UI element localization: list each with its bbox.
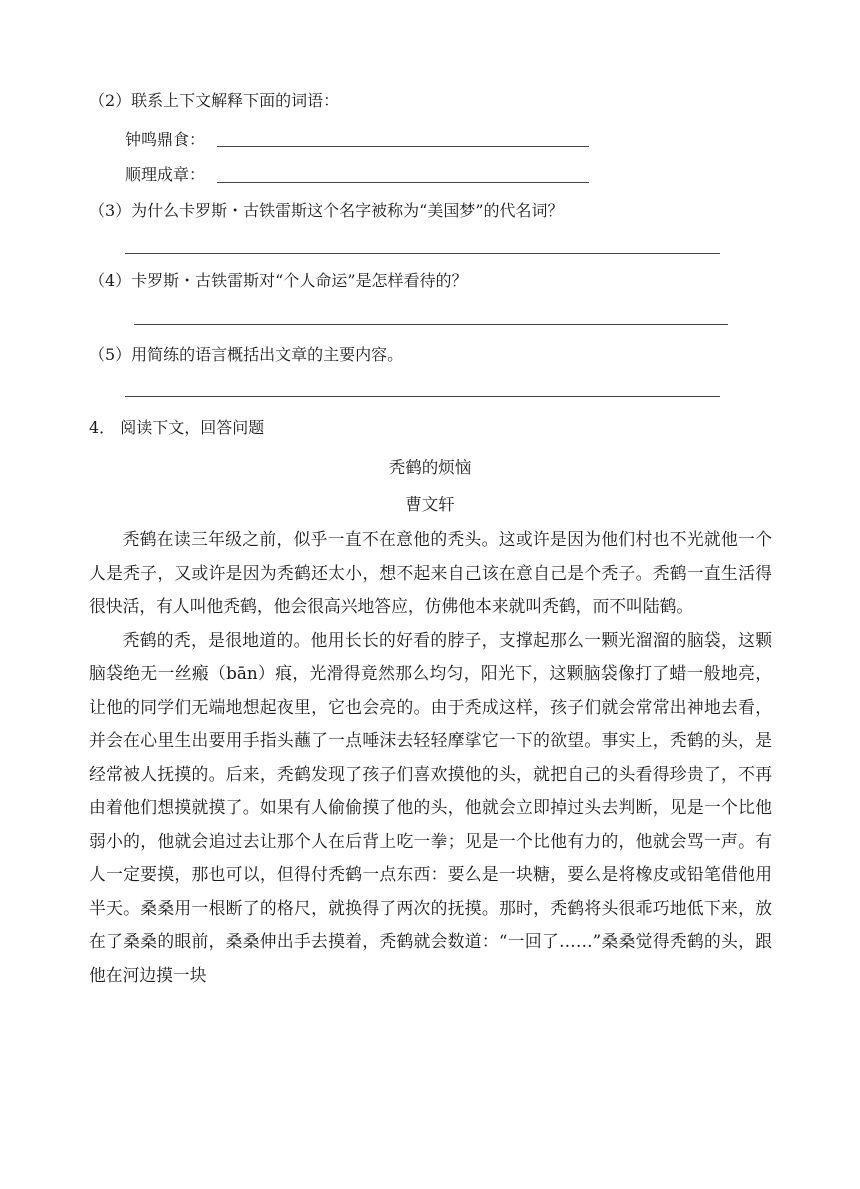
q3-label: （3）为什么卡罗斯・古铁雷斯这个名字被称为“美国梦”的代名词？ [89,201,564,220]
q2-label: （2）联系上下文解释下面的词语： [89,91,340,110]
term-2-label: 顺理成章： [125,165,206,184]
section-4-heading: 4． 阅读下文，回答问题 [89,418,265,437]
term-2-answer-blank[interactable] [217,182,589,183]
q4-answer-blank[interactable] [134,324,728,325]
q5-label: （5）用简练的语言概括出文章的主要内容。 [89,345,404,364]
term-1-label: 钟鸣鼎食： [125,130,206,149]
article-body [89,523,772,992]
article-paragraph-2: 秃鹤的秃，是很地道的。他用长长的好看的脖子，支撑起那么一颗光溜溜的脑袋，这颗脑袋绝无一丝瘢（bān）痕，光滑得竟然那么均匀，阳光下，这颗脑袋像打了蜡一般地亮，让他的同学们无端地想起夜里，它也会亮的。由于秃成这样，孩子们就会常常出神地去看，并会在心里生出要用手指头蘸了一点唾沫去轻轻摩挲它一下的欲望。事实上，秃鹤的头，是经常被人抚摸的。后来，秃鹤发现了孩子们喜欢摸他的头，就把自己的头看得珍贵了，不再由着他们想摸就摸了。如果有人偷偷摸了他的头，他就会立即掉过头去判断，见是一个比他弱小的，他就会追过去让那个人在后背上吃一拳；见是一个比他有力的，他就会骂一声。有人一定要摸，那也可以，但得付秃鹤一点东西：要么是一块糖，要么是将橡皮或铅笔借他用半天。桑桑用一根断了的格尺，就换得了两次的抚摸。那时，秃鹤将头很乖巧地低下来，放在了桑桑的眼前，桑桑伸出手去摸着，秃鹤就会数道：“一回了……”桑桑觉得秃鹤的头，跟他在河边摸一块 [89,629,772,985]
q5-answer-blank[interactable] [125,396,720,397]
term-1-answer-blank[interactable] [217,146,589,147]
q4-label: （4）卡罗斯・古铁雷斯对“个人命运”是怎样看待的？ [89,271,468,290]
article-author: 曹文轩 [405,495,455,514]
q3-answer-blank[interactable] [125,253,720,254]
article-paragraph-1: 秃鹤在读三年级之前，似乎一直不在意他的秃头。这或许是因为他们村也不光就他一个人是秃子，又或许是因为秃鹤还太小，想不起来自己该在意自己是个秃子。秃鹤一直生活得很快活，有人叫他秃鹤，他会很高兴地答应，仿佛他本来就叫秃鹤，而不叫陆鹤。 [89,529,772,616]
article-title: 秃鹤的烦恼 [388,458,472,477]
